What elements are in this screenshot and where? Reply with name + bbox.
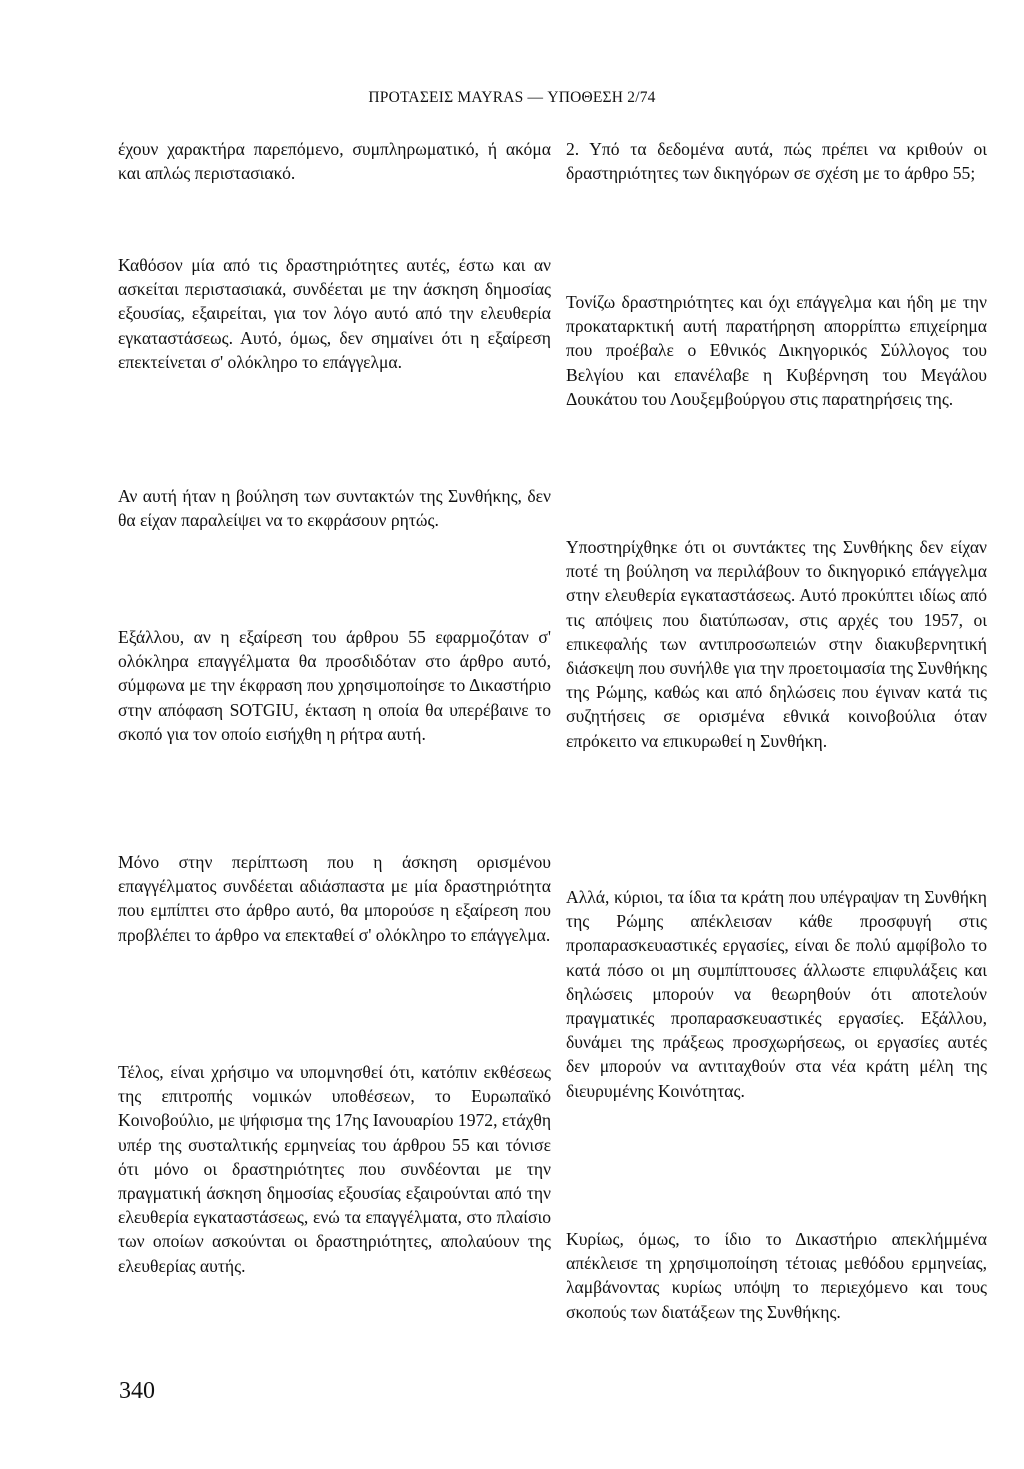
running-header: ΠΡΟΤΑΣΕΙΣ MAYRAS — ΥΠΟΘΕΣΗ 2/74 bbox=[368, 89, 656, 106]
right-paragraph-3: Υποστηρίχθηκε ότι οι συντάκτες της Συνθήκης δεν είχαν ποτέ τη βούληση να περιλάβουν το δικηγορικό επάγγελμα στην ελευθερία εγκαταστάσεως. Αυτό προκύπτει ιδίως από τις απόψεις που διατύπωσαν, στις αρχές του 1957, οι επικεφαλής των αντιπροσωπειών στην διακυβερνητική διάσκεψη που συνήλθε για την προετοιμασία της Συνθήκης της Ρώμης, καθώς και από δηλώσεις που έγιναν κατά τις συζητήσεις σε ορισμένα εθνικά κοινοβούλια όταν επρόκειτο να επικυρωθεί η Συνθήκη. bbox=[566, 537, 987, 751]
left-paragraph-1: έχουν χαρακτήρα παρεπόμενο, συμπληρωματικό, ή ακόμα και απλώς περιστασιακό. bbox=[118, 139, 551, 184]
right-paragraph-2: Τονίζω δραστηριότητες και όχι επάγγελμα και ήδη με την προκαταρκτική αυτή παρατήρηση απορρίπτω επιχείρημα που προέβαλε ο Εθνικός Δικηγορικός Σύλλογος του Βελγίου και επανέλαβε η Κυβέρνηση του Μεγάλου Δουκάτου του Λουξεμβούργου στις παρατηρήσεις της. bbox=[566, 292, 987, 409]
right-paragraph-4: Αλλά, κύριοι, τα ίδια τα κράτη που υπέγραψαν τη Συνθήκη της Ρώμης απέκλεισαν κάθε προσφυγή στις προπαρασκευαστικές εργασίες, είναι δε πολύ αμφίβολο το κατά πόσο οι μη συμπίπτουσες άλλωστε επιφυλάξεις και δηλώσεις μπορούν να θεωρηθούν ότι αποτελούν πραγματικές προπαρασκευαστικές εργασίες. Εξάλλου, δυνάμει της πράξεως προσχωρήσεως, οι εργασίες αυτές δεν μπορούν να αντιταχθούν στα νέα κράτη μέλη της διευρυμένης Κοινότητας. bbox=[566, 887, 987, 1101]
right-paragraph-1: 2. Υπό τα δεδομένα αυτά, πώς πρέπει να κριθούν οι δραστηριότητες των δικηγόρων σε σχέση με το άρθρο 55; bbox=[566, 139, 987, 184]
page-number: 340 bbox=[119, 1378, 155, 1404]
left-paragraph-5: Μόνο στην περίπτωση που η άσκηση ορισμένου επαγγέλματος συνδέεται αδιάσπαστα με μία δραστηριότητα που εμπίπτει στο άρθρο αυτό, θα μπορούσε η εξαίρεση που προβλέπει το άρθρο να επεκταθεί σ' ολόκληρο το επάγγελμα. bbox=[118, 852, 551, 945]
left-paragraph-6: Τέλος, είναι χρήσιμο να υπομνησθεί ότι, κατόπιν εκθέσεως της επιτροπής νομικών υποθέσεων, το Ευρωπαϊκό Κοινοβούλιο, με ψήφισμα της 17ης Ιανουαρίου 1972, ετάχθη υπέρ της συσταλτικής ερμηνείας του άρθρου 55 και τόνισε ότι μόνο οι δραστηριότητες που συνδέονται με την πραγματική άσκηση δημοσίας εξουσίας εξαιρούνται από την ελευθερία εγκαταστάσεως, ενώ τα επαγγέλματα, στο πλαίσιο των οποίων ασκούνται οι δραστηριότητες, απολαύουν της ελευθερίας αυτής. bbox=[118, 1062, 552, 1276]
right-paragraph-5: Κυρίως, όμως, το ίδιο το Δικαστήριο απεκλήμμένα απέκλεισε τη χρησιμοποίηση τέτοιας μεθόδου ερμηνείας, λαμβάνοντας κυρίως υπόψη το περιεχόμενο και τους σκοπούς των διατάξεων της Συνθήκης. bbox=[566, 1229, 987, 1322]
left-paragraph-3: Αν αυτή ήταν η βούληση των συντακτών της Συνθήκης, δεν θα είχαν παραλείψει να το εκφράσουν ρητώς. bbox=[118, 486, 551, 531]
left-paragraph-2: Καθόσον μία από τις δραστηριότητες αυτές, έστω και αν ασκείται περιστασιακά, συνδέεται με την άσκηση δημοσίας εξουσίας, εξαιρείται, για τον λόγο αυτό από την ελευθερία εγκαταστάσεως. Αυτό, όμως, δεν σημαίνει ότι η εξαίρεση επεκτείνεται σ' ολόκληρο το επάγγελμα. bbox=[118, 255, 551, 372]
left-paragraph-4: Εξάλλου, αν η εξαίρεση του άρθρου 55 εφαρμοζόταν σ' ολόκληρα επαγγέλματα θα προσδιδόταν στο άρθρο αυτό, σύμφωνα με την έκφραση που χρησιμοποίησε το Δικαστήριο στην απόφαση SOTGIU, έκταση η οποία θα υπερέβαινε το σκοπό για τον οποίο εισήχθη η ρήτρα αυτή. bbox=[118, 627, 551, 744]
